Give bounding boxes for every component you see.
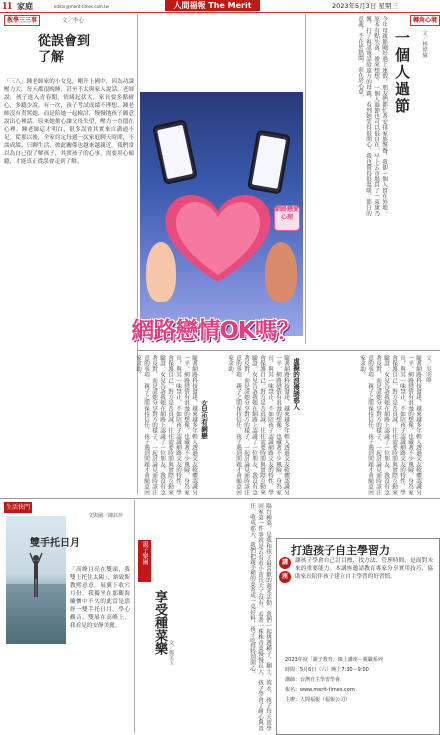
ad-line-5: 主辦：人間福報（福報公司） bbox=[285, 697, 351, 703]
phone-icon bbox=[152, 119, 198, 185]
hero-badge: 網路戀愛心理 bbox=[274, 205, 300, 231]
middle-subhead-1: 虛擬的浪漫誘惑人 bbox=[292, 358, 300, 410]
ad-badge: 講 bbox=[279, 557, 291, 569]
middle-author: 文／吳明峰 bbox=[425, 355, 431, 383]
column-tag-right: 轉角心境 bbox=[410, 15, 440, 26]
issue-date: 2023年5月3日 星期三 bbox=[332, 2, 398, 10]
right-article-body: 今年母親節剛好遇上連假，朋友們都忙著安排家族聚餐，我卻一個人留在外地。原本有點失落，後來想想，一個人過節也可以很自在。早上去市場買了一束康乃馨，打了視訊電話給遠方的母親，看到她笑得很開心，我也覺得很溫暖。節日的意義，不在於熱鬧，而在於心意。 bbox=[357, 16, 387, 216]
left-author: 文／李心 bbox=[62, 18, 85, 24]
ad-title: 打造孩子自主學習力 bbox=[291, 544, 390, 557]
ad-badge: 座 bbox=[279, 571, 291, 583]
left-article-body: 「三八」鍾老師家的小女兒，剛升上國中，因為功課壓力大，每天都很晚睡，甚至不太與家人說話。老師說，孩子進入青春期，情緒起伏大，家長要多點耐心，多聽少說。有一次，孩子考試成績不理想，鍾老師沒有責罵她，而是陪她一起檢討，慢慢地孩子願意說出心裡話。原來她擔心讓父母失望，壓力一直悶在心裡。鍾老師這才明白，很多誤會其實來自溝通不足。從那以後，全家約定每週一次家庭聊天時間，不談成績，只聊生活，彼此關係也越來越親近。我們常以為自己很了解孩子，其實孩子的心事，需要用心傾聽，才能真正從誤會走到了解。 bbox=[4, 79, 134, 165]
hero-banner-text: 網路戀情OK嗎？ bbox=[131, 318, 299, 344]
bottom-left-caption: 「高峰月亮在雙頭，我雙上托住太陽」，納致斯教熙意意。展翼下收穴月份，我獨坐在那觀海曠懷中不久的此當是那經一雙手托日月。學心觀音、雙展在高峰上，我看見的安靜美麗。 bbox=[70, 567, 130, 629]
bottom-middle-body: 陽台種菜，是我和孩子最喜歡的週末活動。我們一起挑選種子、翻土、澆水，孩子每天放學回家第一件事就是去看看小苗長大了沒有。看著一株株青菜慢慢長大，孩子學會了耐心與責任。收成那天，我們把親手種的菜煮成一桌好料，孩子吃得特別開心。 bbox=[249, 503, 271, 731]
middle-article-body: 隨著網路科技發達，越來越多年輕人透過交友軟體認識另一半。網路戀情有浪漫的想像，也藏著不少風險。身為家長，與其一味禁止，不如陪孩子認識網路交友的特性，學會保護自己。對方是否真誠，往往需要時間與實際互動來驗證。女兒告訴我她在網路上認識了一位朋友，我沒有急著反對，而是請她分享對方的樣子，一起討論見面時該注意的事項。親子之間保持信任，孩子遇到問題才會願意回家求助。 bbox=[359, 355, 421, 495]
ad-body: 讓孩子學會自己訂目標、找方法、管理時間，是面對未來的重要能力。本講座邀請教育專家分享實用技巧，協助家長陪伴孩子建立自主學習的好習慣。 bbox=[295, 558, 433, 580]
section-name: 家庭 bbox=[17, 2, 33, 11]
divider bbox=[137, 14, 138, 494]
divider bbox=[138, 350, 440, 351]
event-ad bbox=[276, 538, 440, 735]
middle-subhead-2: 女兒也有網戀 bbox=[200, 400, 208, 439]
divider bbox=[134, 500, 135, 733]
right-article-title: 一個人過節 bbox=[393, 30, 411, 115]
middle-article-body-2: 隨著網路科技發達，越來越多年輕人透過交友軟體認識另一半。網路戀情有浪漫的想像，也藏著不少風險。身為家長，與其一味禁止，不如陪孩子認識網路交友的特性，學會保護自己。對方是否真誠，往往需要時間與實際互動來驗證。女兒告訴我她在網路上認識了一位朋友，我沒有急著反對，而是請她分享對方的樣子，一起討論見面時該注意的事項。親子之間保持信任，孩子遇到問題才會願意回家求助。 bbox=[227, 355, 289, 495]
newspaper-logo: 人間福報 The Merit Times bbox=[165, 0, 260, 11]
ad-line-3: 講師：台灣自主學習學會 bbox=[285, 677, 341, 683]
column-tag-left: 教學三三事 bbox=[4, 15, 40, 26]
ad-line-4: 報名：www.merit-times.com bbox=[285, 687, 355, 693]
right-author: 文／林瑋倫 bbox=[421, 30, 427, 58]
person-silhouette-icon bbox=[30, 552, 42, 598]
bottom-middle-title: 享受種菜樂 bbox=[152, 590, 167, 655]
bottom-left-title: 雙手托日月 bbox=[30, 538, 80, 549]
ad-line-2: 時間：5月6日（六）晚上7:30－9:00 bbox=[285, 667, 369, 673]
left-article-title: 從誤會到了解 bbox=[38, 34, 91, 65]
person-right bbox=[265, 242, 297, 302]
divider bbox=[0, 498, 440, 499]
divider bbox=[305, 14, 306, 344]
ad-line-1: 2023年度「親子教育」線上講座－親職系列 bbox=[285, 657, 383, 663]
phone-icon bbox=[247, 130, 291, 195]
header-email: editor@merit-times.com.tw bbox=[54, 4, 109, 9]
bottom-left-author: 文與圖／陳鈺珍 bbox=[88, 513, 124, 519]
hero-banner bbox=[125, 310, 305, 350]
person-left bbox=[146, 242, 176, 302]
heart-icon bbox=[158, 187, 278, 287]
middle-article-body-3: 隨著網路科技發達，越來越多年輕人透過交友軟體認識另一半。網路戀情有浪漫的想像，也藏著不少風險。身為家長，與其一味禁止，不如陪孩子認識網路交友的特性，學會保護自己。對方是否真誠，往往需要時間與實際互動來驗證。女兒告訴我她在網路上認識了一位朋友，我沒有急著反對，而是請她分享對方的樣子，一起討論見面時該注意的事項。親子之間保持信任，孩子遇到問題才會願意回家求助。 bbox=[135, 355, 197, 495]
bottom-left-tag: 生活快門 bbox=[6, 504, 31, 511]
bottom-middle-tag: 親子樂園 bbox=[138, 540, 151, 582]
page-number: 11 bbox=[2, 0, 13, 12]
bottom-middle-author: 文／鄭美玉 bbox=[168, 640, 174, 665]
